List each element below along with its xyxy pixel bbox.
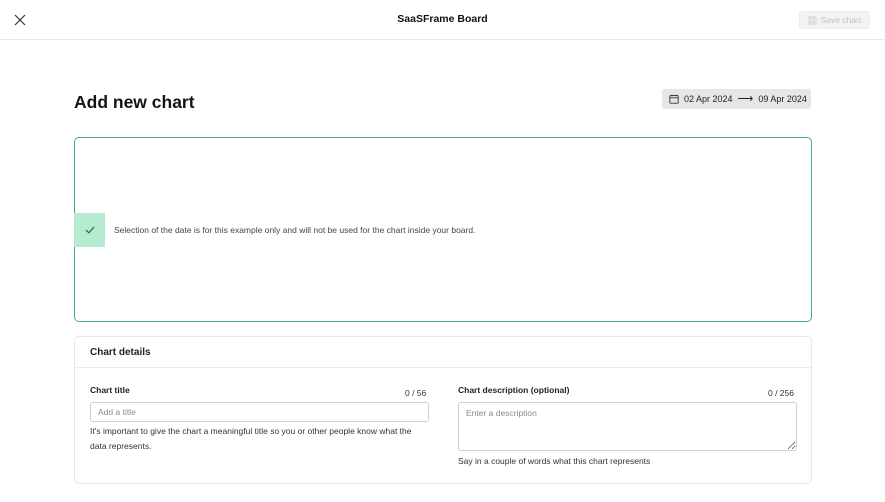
top-bar	[0, 0, 885, 40]
save-chart-label: Save chart	[820, 15, 862, 25]
chart-preview-area	[74, 137, 812, 322]
checkmark-icon	[85, 226, 95, 234]
chart-title-helper: It's important to give the chart a meaningful title so you or other people know what the data represents.	[90, 426, 412, 451]
date-range-end: 09 Apr 2024	[758, 94, 807, 104]
floppy-disk-icon	[808, 16, 817, 25]
date-range-picker[interactable]	[662, 89, 811, 109]
chart-description-helper: Say in a couple of words what this chart represents	[458, 456, 651, 466]
success-badge	[74, 213, 105, 247]
page-title: Add new chart	[74, 92, 195, 112]
chart-details-card	[74, 336, 812, 484]
chart-title-counter: 0 / 56	[405, 388, 427, 398]
chart-title-input[interactable]	[90, 402, 429, 422]
chart-details-heading: Chart details	[75, 337, 811, 368]
board-title: SaaSFrame Board	[397, 13, 488, 25]
chart-title-label: Chart title	[90, 385, 130, 395]
save-chart-button[interactable]	[799, 11, 870, 29]
date-selection-notice: Selection of the date is for this example only and will not be used for the chart inside your board.	[114, 225, 476, 235]
arrow-right-icon: ⟶	[737, 92, 754, 105]
chart-description-label: Chart description (optional)	[458, 385, 570, 395]
date-range-start: 02 Apr 2024	[684, 94, 733, 104]
calendar-icon	[669, 94, 679, 104]
chart-description-counter: 0 / 256	[768, 388, 794, 398]
chart-description-textarea[interactable]	[458, 402, 797, 451]
